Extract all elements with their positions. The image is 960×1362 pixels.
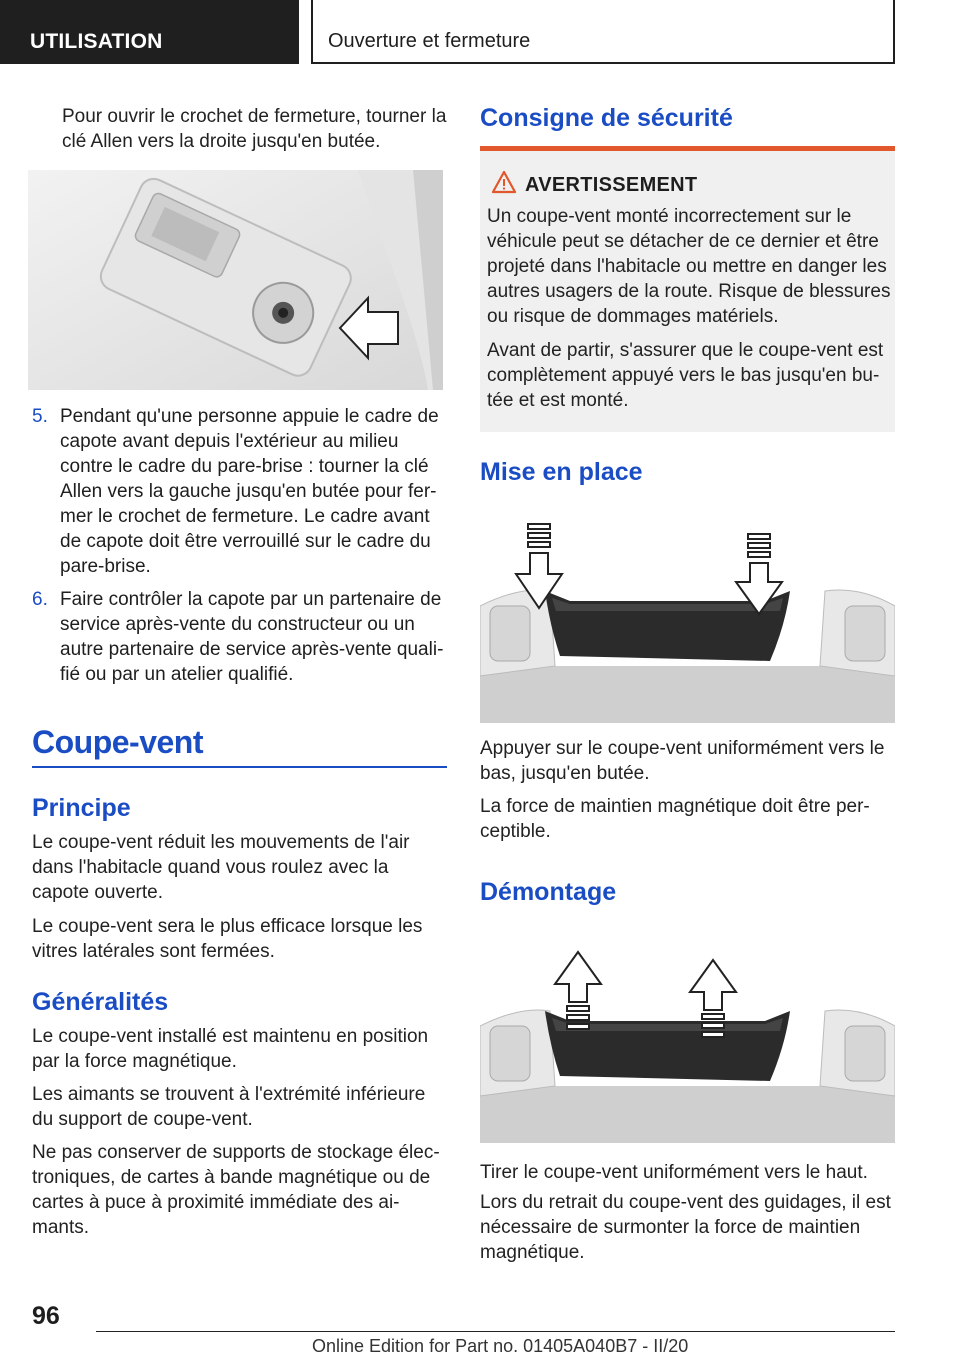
mise-en-place-paragraph-2: La force de maintien magnétique doit être perceptible. (480, 796, 870, 842)
demontage-paragraph-1: Tirer le coupe-vent uniformément vers le haut. (480, 1162, 868, 1183)
subheading-principe: Principe (32, 794, 131, 822)
safety-heading: Consigne de sécurité (480, 104, 733, 132)
step-number: 5. (32, 406, 48, 427)
page-number: 96 (32, 1302, 60, 1330)
section-tab (0, 0, 299, 64)
section-divider (32, 766, 447, 768)
generalites-paragraph-1: Le coupe-vent installé est maintenu en position par la force magnétique. (32, 1026, 429, 1072)
warning-label: AVERTISSEMENT (525, 174, 698, 196)
step-list (32, 404, 447, 687)
chapter-tab (311, 0, 895, 64)
demontage-image (480, 936, 895, 1143)
step-text: Pendant qu'une personne appuie le cadre de capote avant depuis l'extérieur au milieu contre le cadre du pare-brise : tourner la clé Allen vers la gauche jusqu'en butée pour fermer le crochet de fermeture. Le cadre avant de capote doit être verrouillé sur le cadre du pare-brise. (60, 406, 439, 577)
allen-key-lock-image (28, 170, 443, 390)
step-number: 6. (32, 589, 48, 610)
warning-paragraph-1: Un coupe-vent monté incorrectement sur le véhicule peut se détacher de ce dernier et être projeté dans l'habitacle ou mettre en danger les autres usagers de la route. Risque de blessures ou risque de dommages matériels. (487, 206, 891, 327)
warning-bar (480, 146, 895, 151)
principe-paragraph-2: Le coupe-vent sera le plus efficace lorsque les vitres latérales sont fermées. (32, 916, 423, 962)
warning-triangle-icon (491, 170, 517, 194)
wind-deflector-removal-illustration (480, 936, 895, 1143)
principe-paragraph-1: Le coupe-vent réduit les mouvements de l'air dans l'habitacle quand vous roulez avec la capote ouverte. (32, 832, 410, 903)
wind-deflector-install-illustration (480, 516, 895, 723)
step-item (32, 404, 447, 579)
step-text: Faire contrôler la capote par un partenaire de service après-vente du constructeur ou un autre partenaire de service après-vente qualifié ou par un atelier qualifié. (60, 589, 444, 685)
warning-paragraph-2: Avant de partir, s'assurer que le coupe-vent est complètement appuyé vers le bas jusqu'en butée et est monté. (487, 340, 884, 411)
generalites-paragraph-2: Les aimants se trouvent à l'extrémité inférieure du support de coupe-vent. (32, 1084, 426, 1130)
mise-en-place-image (480, 516, 895, 723)
edition-footer: Online Edition for Part no. 01405A040B7 - II/20 (312, 1336, 689, 1356)
warning-box (480, 146, 895, 432)
section-heading-coupe-vent: Coupe-vent (32, 724, 203, 760)
chapter-title: Ouverture et fermeture (328, 30, 531, 52)
subheading-mise-en-place: Mise en place (480, 458, 643, 486)
subheading-demontage: Démontage (480, 878, 617, 906)
intro-paragraph: Pour ouvrir le crochet de fermeture, tourner la clé Allen vers la droite jusqu'en butée. (62, 106, 447, 152)
footer-divider (96, 1331, 895, 1332)
demontage-paragraph-2: Lors du retrait du coupe-vent des guidages, il est nécessaire de surmonter la force de maintien magnétique. (480, 1192, 891, 1263)
allen-key-lock-illustration (28, 170, 443, 390)
section-title: UTILISATION (30, 30, 163, 53)
subheading-generalites: Généralités (32, 988, 169, 1016)
step-item (32, 587, 447, 687)
generalites-paragraph-3: Ne pas conserver de supports de stockage électroniques, de cartes à bande magnétique ou de cartes à puce à proximité immédiate des aimants. (32, 1142, 440, 1238)
mise-en-place-paragraph-1: Appuyer sur le coupe-vent uniformément vers le bas, jusqu'en butée. (480, 738, 885, 784)
